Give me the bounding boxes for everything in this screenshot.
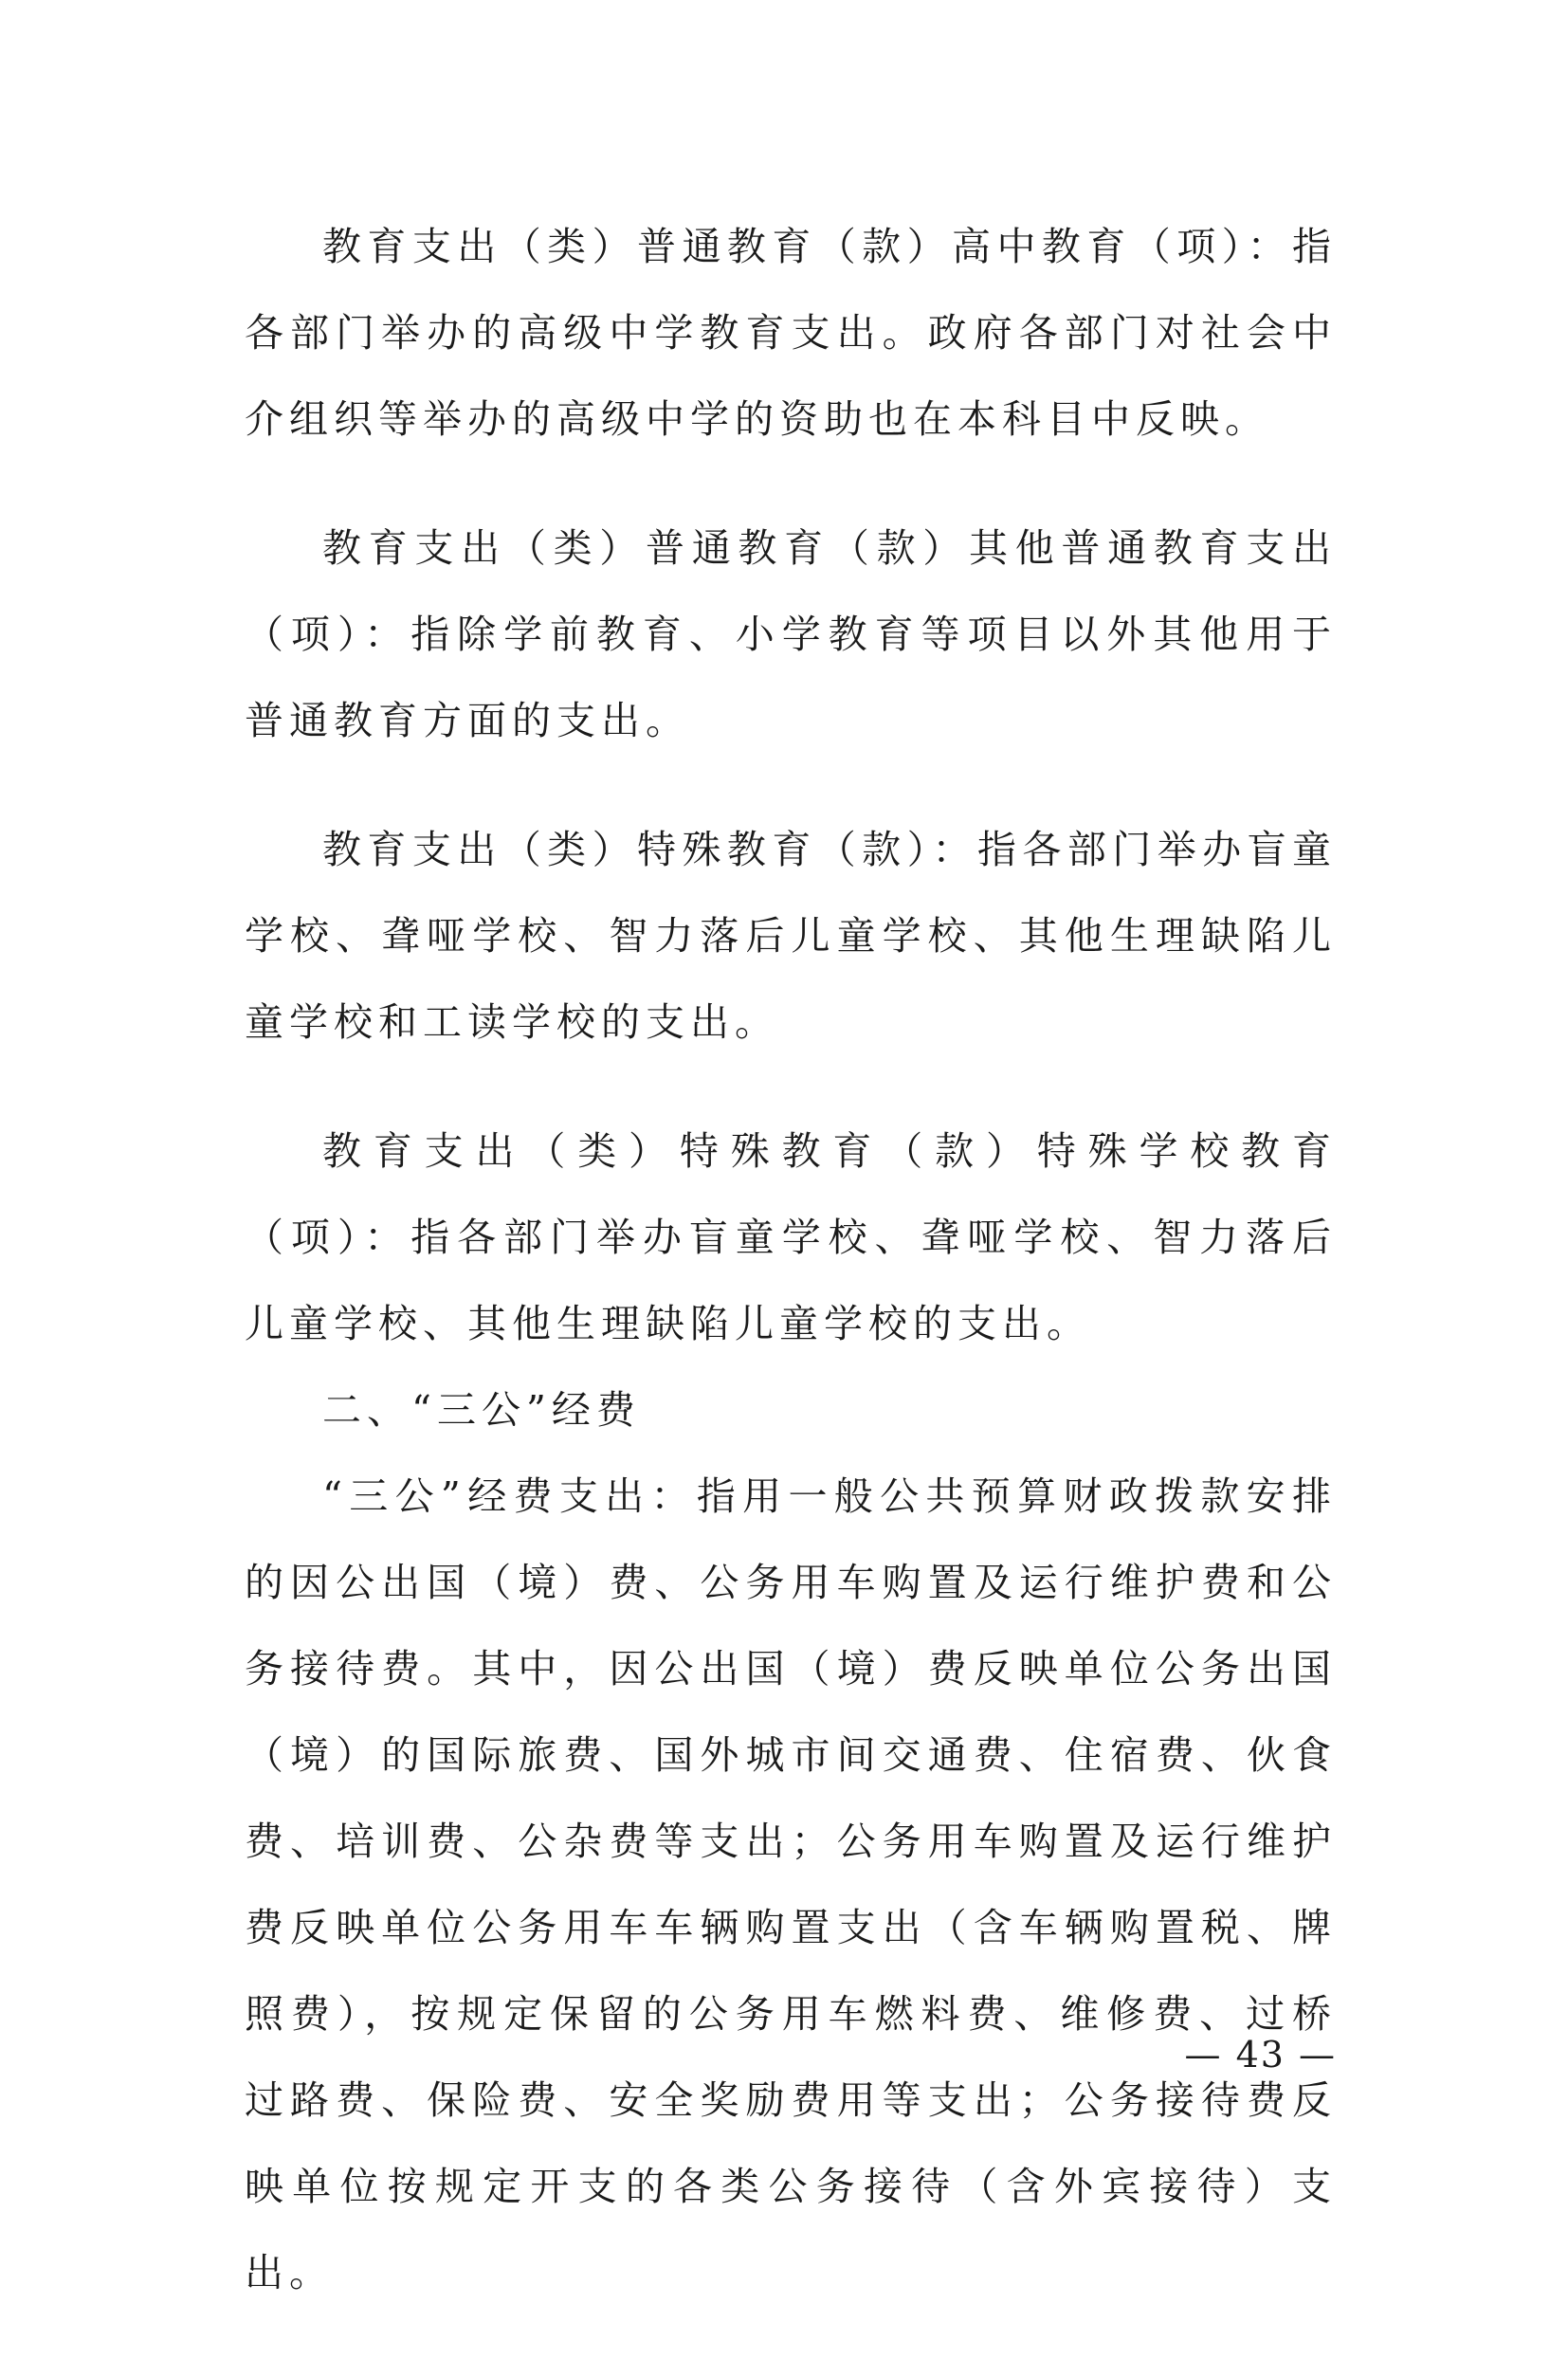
paragraph-other-general-education: 教育支出（类）普通教育（款）其他普通教育支出（项）：指除学前教育、小学教育等项目以外其他用于普通教育方面的支出。: [245, 525, 1337, 743]
paragraph-three-public-expenses: “三公”经费支出：指用一般公共预算财政拨款安排的因公出国（境）费、公务用车购置及运行维护费和公务接待费。其中，因公出国（境）费反映单位公务出国（境）的国际旅费、国外城市间交通费、住宿费、伙食费、培训费、公杂费等支出；公务用车购置及运行维护费反映单位公务用车车辆购置支出（含车辆购置税、牌照费），按规定保留的公务用车燃料费、维修费、过桥过路费、保险费、安全奖励费用等支出；公务接待费反映单位按规定开支的各类公务接待（含外宾接待）支出。: [245, 1473, 1337, 2295]
paragraph-special-school-education: 教育支出（类）特殊教育（款）特殊学校教育（项）：指各部门举办盲童学校、聋哑学校、智力落后儿童学校、其他生理缺陷儿童学校的支出。: [245, 1128, 1337, 1346]
document-body: [245, 204, 1337, 2359]
page-number: — 43 —: [1184, 2034, 1337, 2076]
paragraph-special-education: 教育支出（类）特殊教育（款）：指各部门举办盲童学校、聋哑学校、智力落后儿童学校、其他生理缺陷儿童学校和工读学校的支出。: [245, 827, 1337, 1045]
paragraph-high-school-education: 教育支出（类）普通教育（款）高中教育（项）：指各部门举办的高级中学教育支出。政府各部门对社会中介组织等举办的高级中学的资助也在本科目中反映。: [245, 224, 1337, 442]
section-heading-three-public-expenses: 二、“三公”经费: [322, 1387, 641, 1433]
